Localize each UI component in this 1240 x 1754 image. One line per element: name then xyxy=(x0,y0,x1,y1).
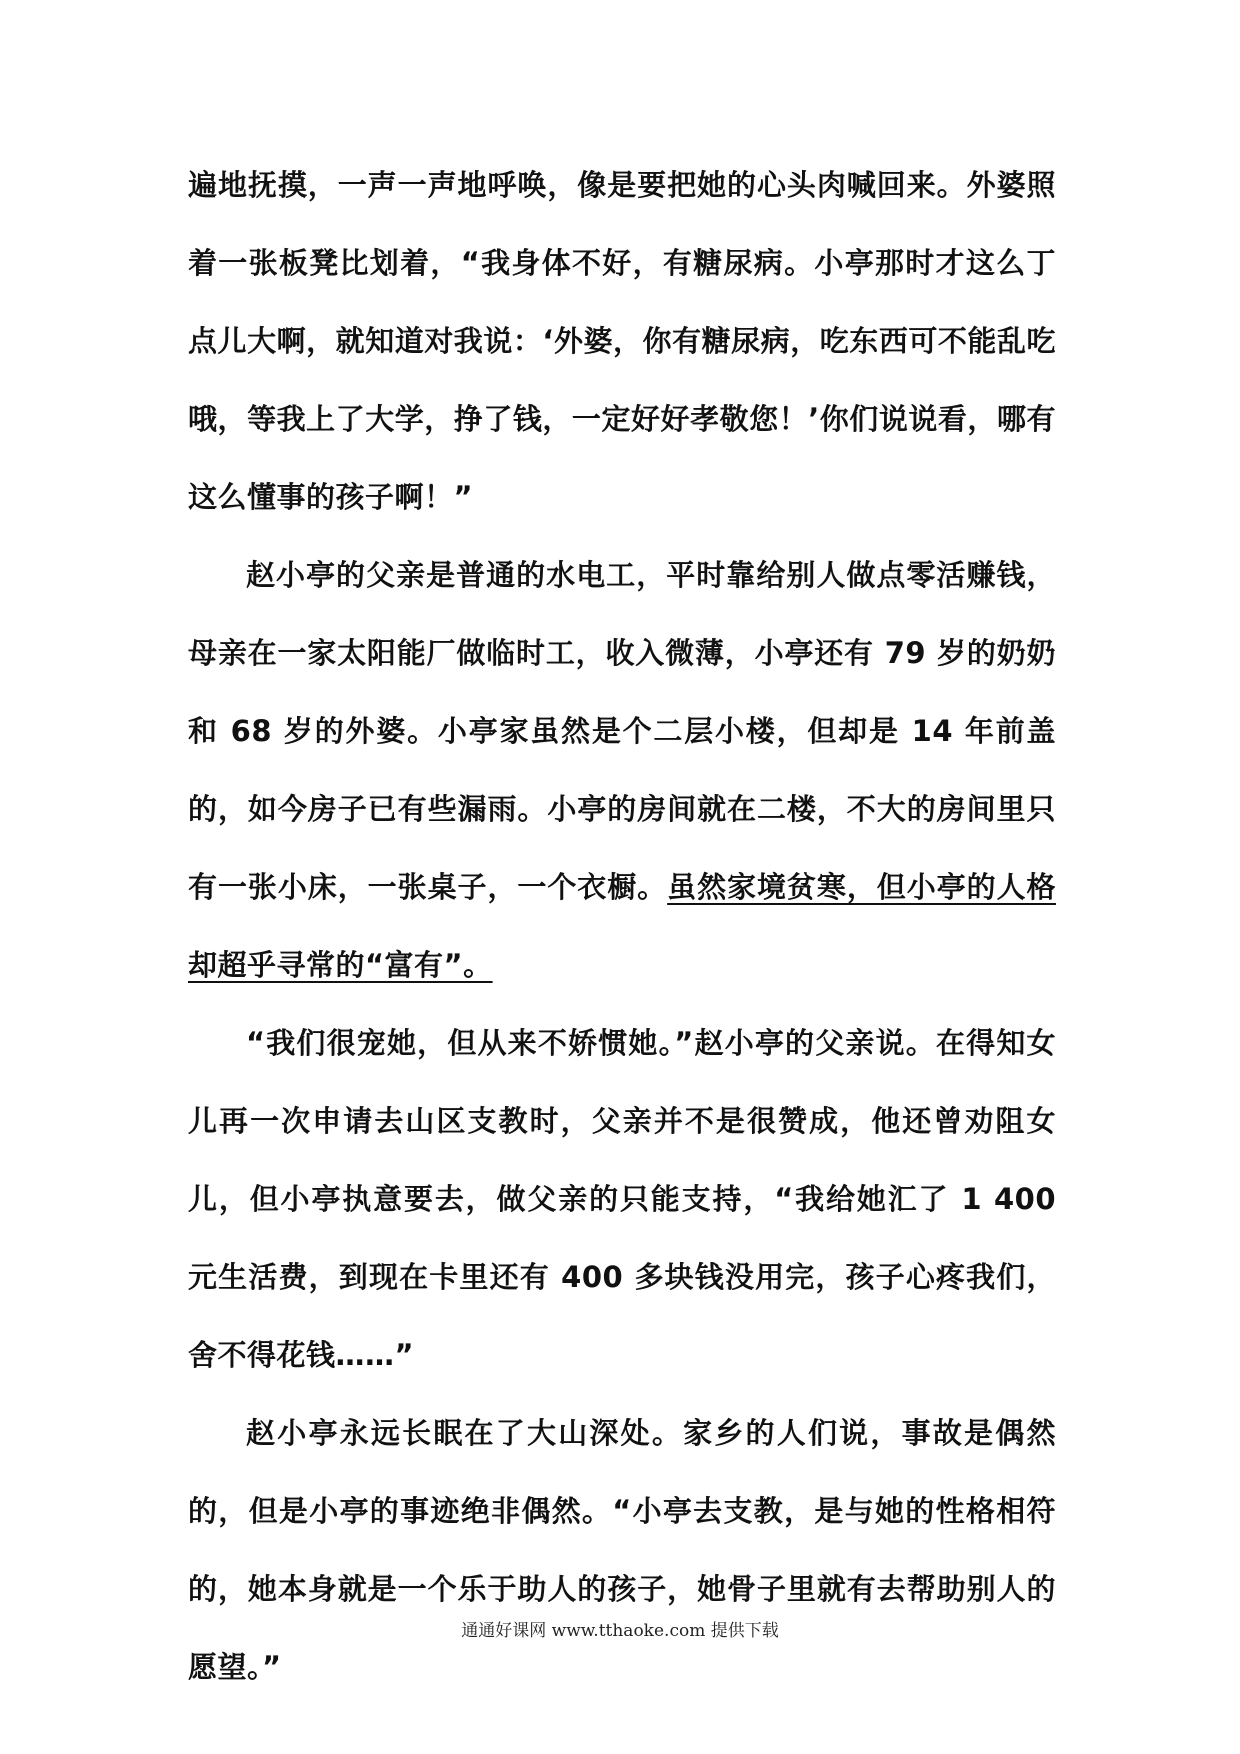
page-footer: 通通好课网 www.tthaoke.com 提供下载 xyxy=(461,1621,779,1641)
paragraph-text: 赵小亭的父亲是普通的水电工，平时靠给别人做点零活赚钱，母亲在一家太阳能厂做临时工，收入微薄，小亭还有 79 岁的奶奶和 68 岁的外婆。小亭家虽然是个二层小楼，但却是 14 年前盖的，如今房子已有些漏雨。小亭的房间就在二楼，不大的房间里只有一张小床，一张桌子，一个衣橱。 xyxy=(188,558,1056,904)
paragraph-family-background xyxy=(188,536,1056,1004)
paragraph-grandmother-memory: 遍地抚摸，一声一声地呼唤，像是要把她的心头肉喊回来。外婆照着一张板凳比划着，“我身体不好，有糖尿病。小亭那时才这么丁点儿大啊，就知道对我说：‘外婆，你有糖尿病，吃东西可不能乱吃哦，等我上了大学，挣了钱，一定好好孝敬您！’你们说说看，哪有这么懂事的孩子啊！” xyxy=(188,168,1056,514)
article-body xyxy=(188,146,1056,1706)
paragraph-father-quote: “我们很宠她，但从来不娇惯她。”赵小亭的父亲说。在得知女儿再一次申请去山区支教时，父亲并不是很赞成，他还曾劝阻女儿，但小亭执意要去，做父亲的只能支持，“我给她汇了 1 400 元生活费，到现在卡里还有 400 多块钱没用完，孩子心疼我们，舍不得花钱……” xyxy=(188,1026,1056,1372)
paragraph-hometown-remarks: 赵小亭永远长眠在了大山深处。家乡的人们说，事故是偶然的，但是小亭的事迹绝非偶然。“小亭去支教，是与她的性格相符的，她本身就是一个乐于助人的孩子，她骨子里就有去帮助别人的愿望。” xyxy=(188,1416,1056,1684)
underlined-sentence: 虽然家境贫寒，但小亭的人格却超乎寻常的“富有”。 xyxy=(188,870,1056,982)
